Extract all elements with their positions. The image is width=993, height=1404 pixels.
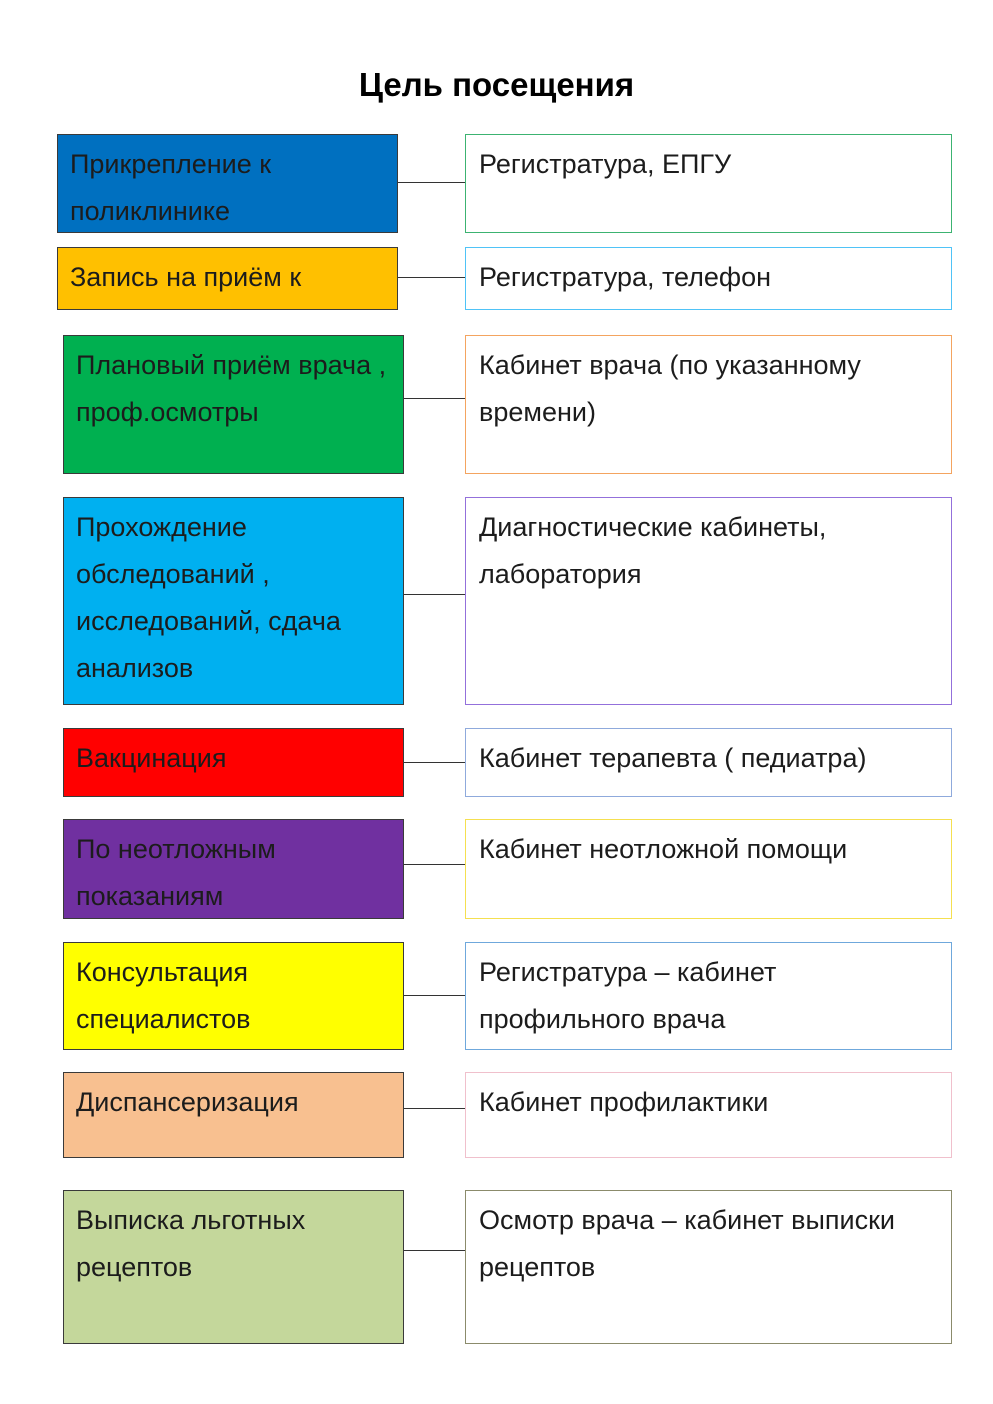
place-box [465,1190,952,1344]
purpose-label: Консультация специалистов [76,957,251,1034]
place-label: Регистратура, телефон [479,262,772,292]
connector-line [404,1108,465,1109]
place-label: Кабинет неотложной помощи [479,834,848,864]
place-box [465,728,952,797]
purpose-label: Прикрепление к поликлинике [70,149,272,226]
place-label: Диагностические кабинеты, лаборатория [479,512,827,589]
purpose-box [63,1190,404,1344]
purpose-box [63,497,404,705]
connector-line [398,182,465,183]
purpose-label: По неотложным показаниям [76,834,276,911]
place-label: Кабинет профилактики [479,1087,769,1117]
place-label: Осмотр врача – кабинет выписки рецептов [479,1205,895,1282]
place-box [465,1072,952,1158]
connector-line [398,277,465,278]
place-label: Регистратура, ЕПГУ [479,149,732,179]
purpose-label: Диспансеризация [76,1087,299,1117]
purpose-box [63,1072,404,1158]
purpose-box [63,335,404,474]
place-box [465,335,952,474]
place-box [465,134,952,233]
connector-line [404,762,465,763]
purpose-label: Выписка льготных рецептов [76,1205,306,1282]
purpose-box [57,134,398,233]
place-box [465,247,952,310]
purpose-box [63,819,404,919]
purpose-box [57,247,398,310]
connector-line [404,864,465,865]
connector-line [404,594,465,595]
purpose-label: Плановый приём врача , проф.осмотры [76,350,387,427]
place-box [465,497,952,705]
place-box [465,942,952,1050]
purpose-box [63,728,404,797]
connector-line [404,995,465,996]
connector-line [404,398,465,399]
place-box [465,819,952,919]
purpose-label: Запись на приём к [70,262,302,292]
purpose-box [63,942,404,1050]
diagram-title: Цель посещения [358,66,635,103]
connector-line [404,1250,465,1251]
place-label: Кабинет терапевта ( педиатра) [479,743,867,773]
place-label: Кабинет врача (по указанному времени) [479,350,861,427]
purpose-label: Вакцинация [76,743,227,773]
place-label: Регистратура – кабинет профильного врача [479,957,777,1034]
purpose-label: Прохождение обследований , исследований, сдача анализов [76,512,341,683]
